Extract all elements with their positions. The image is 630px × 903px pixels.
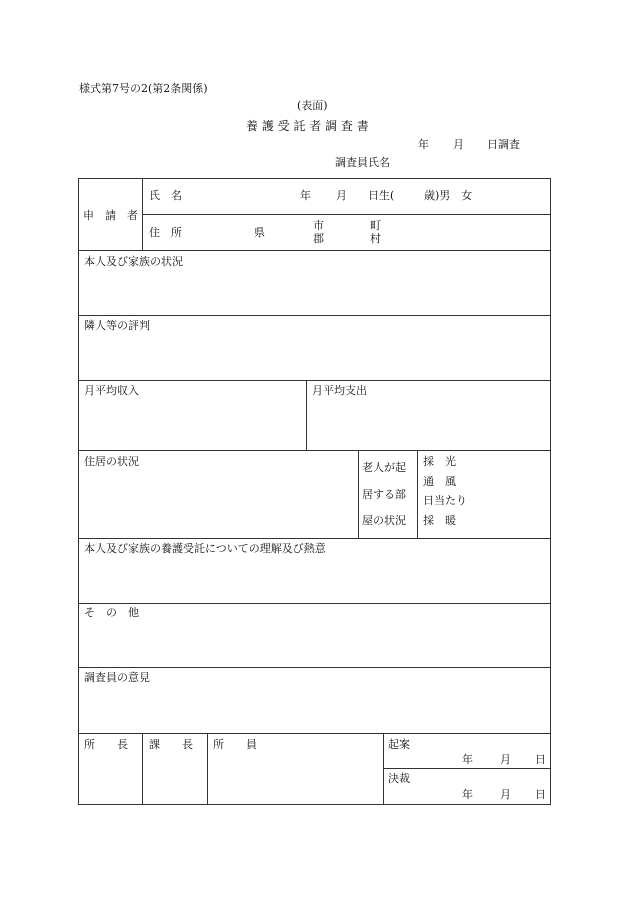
draft-month-label: 月 [500,753,511,766]
heating-label: 採 暖 [423,514,456,527]
county-label: 郡 [313,232,324,245]
row-line-opinion [78,733,551,734]
col-line-income [306,380,307,450]
row-line-housing [78,538,551,539]
row-line-family [78,315,551,316]
draft-label: 起案 [388,738,410,751]
city-label: 市 [313,219,324,232]
row-line-understanding [78,603,551,604]
frame-left [78,178,79,805]
birth-day-label: 日生( [368,189,395,202]
neighbor-reputation-label: 隣人等の評判 [84,319,150,332]
frame-bottom [78,804,551,805]
elder-room-label-3: 屋の状況 [362,514,406,527]
name-label: 氏 名 [149,189,182,202]
col-line-chief [207,733,208,804]
village-label: 村 [370,232,381,245]
row-line-neighbors [78,380,551,381]
family-status-label: 本人及び家族の状況 [84,255,183,268]
decision-month-label: 月 [500,788,511,801]
prefecture-label: 県 [254,226,265,239]
col-line-applicant [142,178,143,250]
form-number: 様式第7号の2(第2条関係) [79,82,208,95]
birth-month-label: 月 [336,189,347,202]
row-line-income [78,450,551,451]
draft-day-label: 日 [535,753,546,766]
investigator-name-label: 調査員氏名 [335,156,390,169]
form-title: 養 護 受 託 者 調 査 書 [246,119,369,133]
ventilation-label: 通 風 [423,475,456,488]
elder-room-label-1: 老人が起 [362,461,406,474]
address-label: 住 所 [149,226,182,239]
col-line-housing [358,450,359,538]
other-label: そ の 他 [84,606,139,619]
elder-room-label-2: 居する部 [362,488,406,501]
survey-date-month: 月 [453,138,464,151]
understanding-label: 本人及び家族の養護受託についての理解及び熱意 [84,542,326,555]
row-line-draft [383,768,551,769]
decision-label: 決裁 [388,772,410,785]
survey-date-year: 年 [418,138,429,151]
monthly-expense-label: 月平均支出 [312,384,367,397]
frame-right [550,178,551,805]
monthly-income-label: 月平均収入 [84,384,139,397]
row-line-applicant [78,250,551,251]
survey-date-day: 日調査 [487,138,520,151]
col-line-director [142,733,143,804]
birth-year-label: 年 [300,189,311,202]
row-line-name [142,214,551,215]
age-gender-label: 歳)男 女 [424,189,473,202]
frame-top [78,178,551,179]
housing-status-label: 住居の状況 [84,455,139,468]
lighting-label: 採 光 [423,455,456,468]
section-chief-label: 課 長 [149,738,193,751]
sunlight-label: 日当たり [423,494,467,507]
decision-year-label: 年 [462,788,473,801]
investigator-opinion-label: 調査員の意見 [84,671,150,684]
form-side-label: (表面) [297,99,328,112]
director-label: 所 長 [84,738,128,751]
col-line-staff [383,733,384,804]
col-line-elder-room [417,450,418,538]
draft-year-label: 年 [462,753,473,766]
decision-day-label: 日 [535,788,546,801]
applicant-label: 申 請 者 [83,209,138,222]
staff-label: 所 員 [213,738,257,751]
town-label: 町 [370,219,381,232]
row-line-other [78,667,551,668]
